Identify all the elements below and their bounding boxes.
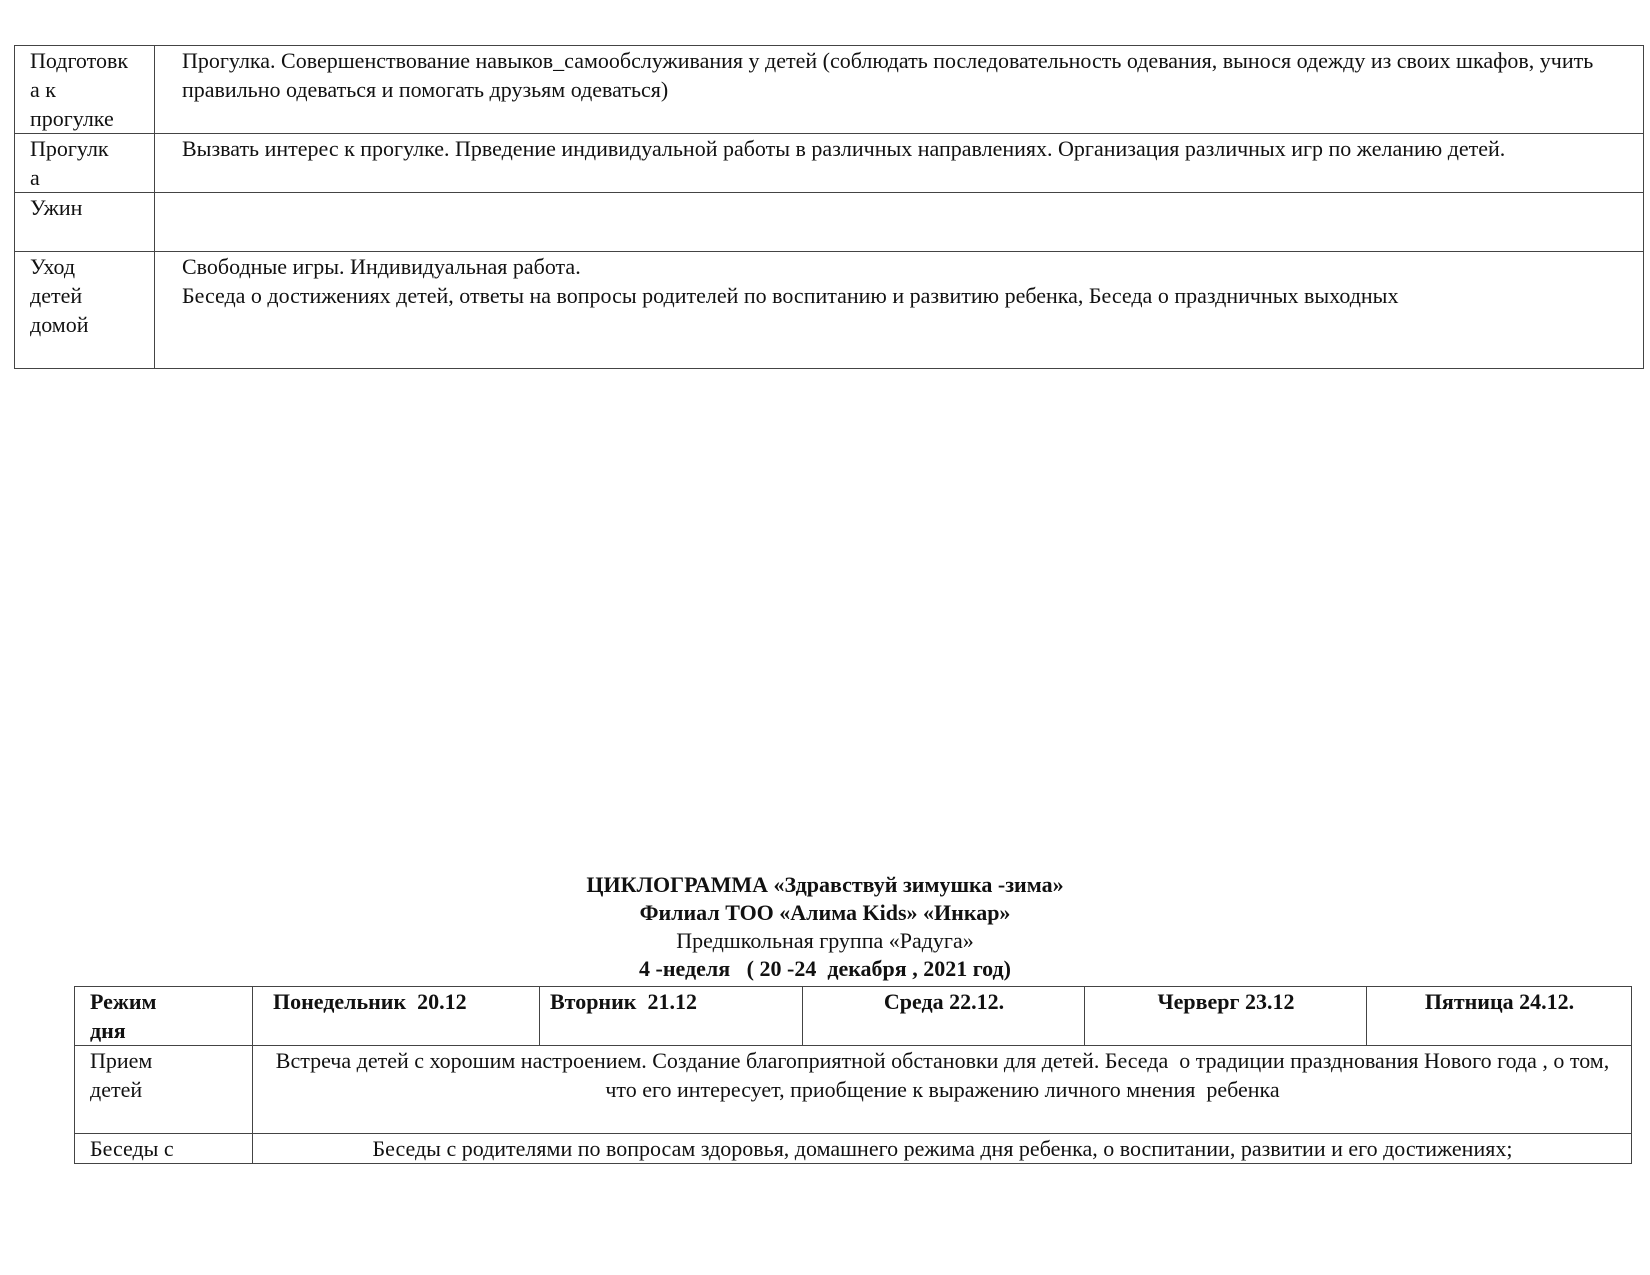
- header-thursday: Черверг 23.12: [1085, 987, 1367, 1046]
- table-row: [75, 1134, 1632, 1164]
- header-regime: Режим дня: [75, 987, 253, 1046]
- table-row: [15, 134, 1644, 193]
- document-heading: [0, 871, 1650, 983]
- header-tuesday: Вторник 21.12: [540, 987, 803, 1046]
- row-content-dinner: [155, 193, 1644, 252]
- table-row: [15, 193, 1644, 252]
- header-friday: Пятница 24.12.: [1367, 987, 1632, 1046]
- weekly-cyclogram-table: [74, 986, 1632, 1164]
- header-wednesday: Среда 22.12.: [803, 987, 1085, 1046]
- table-header-row: [75, 987, 1632, 1046]
- row-label-conversations: Беседы с: [75, 1134, 253, 1164]
- table-row: [15, 46, 1644, 134]
- table-row: [15, 252, 1644, 369]
- top-schedule-table: [14, 45, 1644, 369]
- table-row: [75, 1046, 1632, 1134]
- row-label-walk-prep: Подготовк а к прогулке: [15, 46, 155, 134]
- document-title: ЦИКЛОГРАММА «Здравствуй зимушка -зима»: [586, 872, 1064, 897]
- row-label-dinner: Ужин: [15, 193, 155, 252]
- group-name: Предшкольная группа «Радуга»: [676, 928, 974, 953]
- row-content-reception: Встреча детей с хорошим настроением. Создание благоприятной обстановки для детей. Беседа о традиции празднования Нового года , о том, что его интересует, приобщение к выражению личного мнения ребенка: [253, 1046, 1632, 1134]
- row-label-walk: Прогулк а: [15, 134, 155, 193]
- row-label-reception: Прием детей: [75, 1046, 253, 1134]
- week-range: 4 -неделя ( 20 -24 декабря , 2021 год): [639, 956, 1011, 981]
- header-monday: Понедельник 20.12: [253, 987, 540, 1046]
- row-content-going-home: Свободные игры. Индивидуальная работа. Беседа о достижениях детей, ответы на вопросы родителей по воспитанию и развитию ребенка, Беседа о праздничных выходных: [155, 252, 1644, 369]
- row-content-walk: Вызвать интерес к прогулке. Прведение индивидуальной работы в различных направлениях. Организация различных игр по желанию детей.: [155, 134, 1644, 193]
- row-content-conversations: Беседы с родителями по вопросам здоровья, домашнего режима дня ребенка, о воспитании, развитии и его достижениях;: [253, 1134, 1632, 1164]
- row-label-going-home: Уход детей домой: [15, 252, 155, 369]
- branch-name: Филиал ТОО «Алима Kids» «Инкар»: [639, 900, 1011, 925]
- row-content-walk-prep: Прогулка. Совершенствование навыков_самообслуживания у детей (соблюдать последовательность одевания, вынося одежду из своих шкафов, учить правильно одеваться и помогать друзьям одеваться): [155, 46, 1644, 134]
